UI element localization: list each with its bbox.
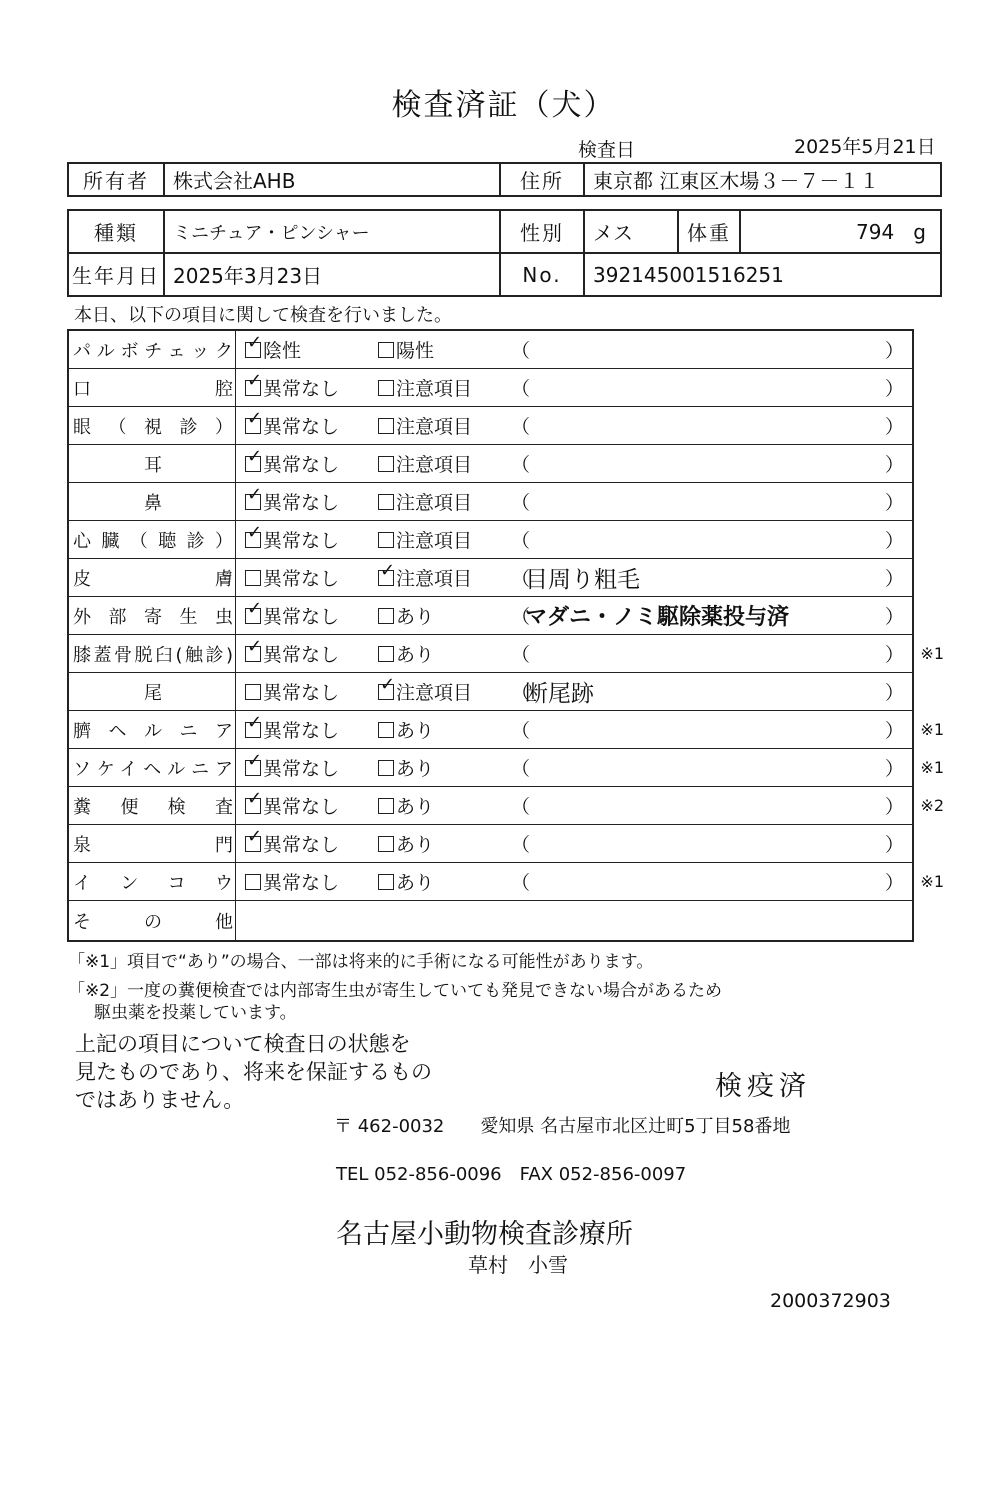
item-label-cell — [69, 483, 236, 520]
item-label: 臍ヘルニア — [73, 720, 233, 742]
birth-value: 2025年3月23日 — [164, 253, 500, 296]
check-mark: ✓ — [247, 749, 263, 771]
check-mark: ✓ — [247, 787, 263, 809]
check-mark: ✓ — [247, 635, 263, 657]
address-value: 東京都 江東区木場３－７－１１ — [584, 163, 941, 196]
inspection-date-label: 検査日 — [578, 139, 636, 161]
no-value: 392145001516251 — [584, 253, 941, 296]
checkbox[interactable] — [245, 684, 261, 700]
footnote-mark: ※1 — [920, 872, 944, 891]
paren-close: ） — [884, 530, 904, 552]
paren-open: （ — [511, 720, 531, 742]
inspection-row — [69, 711, 944, 749]
option-label: あり — [396, 758, 435, 780]
checkbox[interactable] — [245, 749, 263, 776]
paren-close: ） — [884, 720, 904, 742]
checkbox[interactable] — [245, 635, 263, 662]
inspection-row — [69, 407, 912, 445]
item-label-cell — [69, 787, 236, 824]
owner-label: 所有者 — [68, 163, 164, 196]
inspection-row — [69, 369, 912, 407]
option-label: 異常なし — [263, 568, 340, 590]
option-label: 異常なし — [263, 834, 340, 856]
check-mark: ✓ — [247, 331, 263, 353]
paren-open: （ — [511, 378, 531, 400]
item-label-cell — [69, 901, 236, 940]
paren-close: ） — [884, 492, 904, 514]
paren-close: ） — [884, 606, 904, 628]
option-1 — [245, 635, 339, 672]
checkbox[interactable] — [378, 342, 394, 358]
checkbox[interactable] — [378, 494, 394, 510]
paren-close: ） — [884, 568, 904, 590]
paren-open: （ — [511, 492, 531, 514]
checkbox[interactable] — [245, 331, 263, 358]
document-title: 検査済証（犬） — [391, 88, 616, 123]
footnote-2: 「※2」一度の糞便検査では内部寄生虫が寄生していても発見できない場合があるため — [68, 981, 723, 1001]
disclaimer — [75, 1030, 432, 1114]
option-label: 陽性 — [396, 340, 435, 362]
option-1 — [245, 787, 339, 824]
intro-text: 本日、以下の項目に関して検査を行いました。 — [74, 305, 452, 326]
footnote-mark: ※2 — [920, 796, 944, 815]
disclaimer-line: 上記の項目について検査日の状態を — [75, 1032, 411, 1056]
paren-open: （ — [511, 416, 531, 438]
paren-open: （ — [511, 568, 531, 590]
checkbox[interactable] — [378, 418, 394, 434]
option-label: 異常なし — [263, 796, 340, 818]
item-label-cell — [69, 635, 236, 672]
paren-close: ） — [884, 340, 904, 362]
item-label-cell — [69, 331, 236, 368]
paren-close: ） — [884, 682, 904, 704]
paren-close: ） — [884, 378, 904, 400]
item-label-cell — [69, 597, 236, 634]
option-label: 異常なし — [263, 416, 340, 438]
checkbox[interactable] — [378, 532, 394, 548]
option-label: 異常なし — [263, 606, 340, 628]
clinic-address: 〒 462-0032 愛知県 名古屋市北区辻町5丁目58番地 — [334, 1116, 791, 1137]
option-2 — [378, 407, 472, 444]
option-label: あり — [396, 720, 435, 742]
item-label-cell — [69, 749, 236, 786]
inspection-row — [69, 483, 912, 521]
checkbox[interactable] — [245, 483, 263, 510]
option-label: 注意項目 — [396, 682, 473, 704]
address-label: 住所 — [500, 163, 584, 196]
item-label: 糞便検査 — [73, 796, 233, 818]
paren-open: （ — [511, 834, 531, 856]
footnote-mark: ※1 — [920, 644, 944, 663]
option-2 — [378, 445, 472, 482]
option-2 — [378, 635, 434, 672]
option-1 — [245, 445, 339, 482]
option-label: あり — [396, 796, 435, 818]
owner-table — [67, 162, 942, 197]
item-label-cell — [69, 711, 236, 748]
paren-close: ） — [884, 416, 904, 438]
inspection-row-other — [69, 901, 912, 940]
option-2 — [378, 597, 434, 634]
option-2 — [378, 749, 434, 786]
owner-value: 株式会社AHB — [164, 163, 500, 196]
inspection-row — [69, 559, 912, 597]
option-label: 異常なし — [263, 682, 340, 704]
breed-label: 種類 — [68, 210, 164, 253]
option-1 — [245, 711, 339, 748]
item-label-cell — [69, 863, 236, 900]
item-label: 鼻 — [144, 492, 162, 514]
check-mark: ✓ — [380, 559, 396, 581]
serial-number: 2000372903 — [770, 1290, 891, 1312]
note-text: マダニ・ノミ駆除薬投与済 — [525, 605, 790, 630]
option-label: あり — [396, 644, 435, 666]
option-2 — [378, 559, 472, 596]
checkbox[interactable] — [378, 836, 394, 852]
note-text: 目周り粗毛 — [525, 567, 640, 593]
checkbox[interactable] — [245, 369, 263, 396]
item-label-cell — [69, 445, 236, 482]
paren-open: （ — [511, 606, 531, 628]
item-label: 外部寄生虫 — [73, 606, 233, 628]
option-1 — [245, 863, 339, 900]
option-label: 注意項目 — [396, 568, 473, 590]
option-label: 注意項目 — [396, 530, 473, 552]
check-mark: ✓ — [247, 711, 263, 733]
checkbox[interactable] — [378, 380, 394, 396]
option-1 — [245, 521, 339, 558]
option-2 — [378, 825, 434, 862]
item-label: その他 — [73, 911, 233, 933]
inspection-row — [69, 749, 944, 787]
paren-open: （ — [511, 340, 531, 362]
paren-close: ） — [884, 834, 904, 856]
checkbox[interactable] — [245, 445, 263, 472]
paren-open: （ — [511, 796, 531, 818]
inspection-grid — [67, 329, 944, 942]
weight-unit: g — [913, 219, 926, 244]
item-label: 耳 — [144, 454, 162, 476]
note-text: 断尾跡 — [525, 681, 594, 707]
footnote-mark: ※1 — [920, 720, 944, 739]
inspection-row — [69, 521, 912, 559]
item-label: 尾 — [144, 682, 162, 704]
option-label: あり — [396, 606, 435, 628]
option-label: 注意項目 — [396, 492, 473, 514]
checkbox[interactable] — [245, 711, 263, 738]
item-label: 心臓（聴診） — [73, 530, 233, 552]
inspection-row — [69, 331, 912, 369]
item-label: 泉門 — [73, 834, 233, 856]
inspection-row — [69, 673, 912, 711]
checkbox[interactable] — [378, 722, 394, 738]
option-2 — [378, 521, 472, 558]
clinic-phone: TEL 052-856-0096 FAX 052-856-0097 — [336, 1164, 687, 1185]
option-label: 異常なし — [263, 454, 340, 476]
paren-close: ） — [884, 872, 904, 894]
option-label: 異常なし — [263, 872, 340, 894]
inspection-row — [69, 635, 944, 673]
weight-label: 体重 — [678, 210, 740, 253]
option-label: 異常なし — [263, 758, 340, 780]
item-label: インコウ — [73, 872, 233, 894]
item-label: ソケイヘルニア — [73, 758, 233, 780]
breed-value: ミニチュア・ピンシャー — [164, 210, 500, 253]
option-label: 陰性 — [263, 340, 302, 362]
paren-close: ） — [884, 758, 904, 780]
paren-close: ） — [884, 454, 904, 476]
paren-open: （ — [511, 530, 531, 552]
item-label: 眼（視診） — [73, 416, 233, 438]
sex-label: 性別 — [500, 210, 584, 253]
item-label: 皮膚 — [73, 568, 233, 590]
animal-table — [67, 209, 942, 297]
option-2 — [378, 331, 434, 368]
option-1 — [245, 749, 339, 786]
paren-open: （ — [511, 454, 531, 476]
item-label-cell — [69, 521, 236, 558]
checkbox[interactable] — [245, 521, 263, 548]
checkbox[interactable] — [245, 597, 263, 624]
check-mark: ✓ — [247, 825, 263, 847]
option-label: 注意項目 — [396, 454, 473, 476]
option-1 — [245, 483, 339, 520]
checkbox[interactable] — [245, 570, 261, 586]
item-label-cell — [69, 407, 236, 444]
inspection-row — [69, 445, 912, 483]
inspection-row — [69, 825, 912, 863]
item-label-cell — [69, 369, 236, 406]
check-mark: ✓ — [247, 597, 263, 619]
option-1 — [245, 597, 339, 634]
checkbox[interactable] — [378, 874, 394, 890]
item-label-cell — [69, 673, 236, 710]
checkbox[interactable] — [245, 787, 263, 814]
option-1 — [245, 407, 339, 444]
quarantine-stamp: 検疫済 — [715, 1071, 811, 1102]
sex-value: メス — [584, 210, 678, 253]
footnote-2-cont: 駆虫薬を投薬しています。 — [94, 1003, 297, 1023]
weight-cell — [740, 210, 941, 253]
checkbox[interactable] — [378, 456, 394, 472]
footnote-1: 「※1」項目で“あり”の場合、一部は将来的に手術になる可能性があります。 — [68, 952, 654, 972]
paren-open: （ — [511, 682, 531, 704]
option-label: 注意項目 — [396, 416, 473, 438]
option-label: 異常なし — [263, 644, 340, 666]
item-label-cell — [69, 559, 236, 596]
checkbox[interactable] — [245, 825, 263, 852]
footnote-mark: ※1 — [920, 758, 944, 777]
check-mark: ✓ — [247, 483, 263, 505]
option-label: 異常なし — [263, 530, 340, 552]
option-label: 異常なし — [263, 378, 340, 400]
birth-label: 生年月日 — [68, 253, 164, 296]
option-1 — [245, 331, 301, 368]
option-2 — [378, 787, 434, 824]
option-label: あり — [396, 834, 435, 856]
checkbox[interactable] — [245, 874, 261, 890]
inspector-name: 草村 小雪 — [468, 1253, 568, 1277]
option-2 — [378, 369, 472, 406]
option-1 — [245, 825, 339, 862]
paren-open: （ — [511, 644, 531, 666]
checkbox[interactable] — [378, 608, 394, 624]
check-mark: ✓ — [247, 369, 263, 391]
inspection-date: 2025年5月21日 — [794, 136, 936, 158]
option-label: 異常なし — [263, 492, 340, 514]
checkbox[interactable] — [378, 760, 394, 776]
paren-open: （ — [511, 872, 531, 894]
checkbox[interactable] — [378, 798, 394, 814]
inspection-row — [69, 597, 912, 635]
checkbox[interactable] — [378, 646, 394, 662]
option-1 — [245, 559, 339, 596]
paren-close: ） — [884, 796, 904, 818]
option-label: 注意項目 — [396, 378, 473, 400]
paren-close: ） — [884, 644, 904, 666]
option-2 — [378, 863, 434, 900]
option-2 — [378, 673, 472, 710]
item-label: パルボチェック — [73, 340, 233, 362]
item-label: 膝蓋骨脱臼(触診) — [73, 644, 233, 666]
inspection-row — [69, 863, 944, 901]
item-label-cell — [69, 825, 236, 862]
inspection-row — [69, 787, 944, 825]
check-mark: ✓ — [380, 673, 396, 695]
option-2 — [378, 711, 434, 748]
no-label: No. — [500, 253, 584, 296]
check-mark: ✓ — [247, 445, 263, 467]
disclaimer-line: 見たものであり、将来を保証するもの — [75, 1060, 432, 1084]
option-1 — [245, 369, 339, 406]
option-label: あり — [396, 872, 435, 894]
disclaimer-line: ではありません。 — [75, 1088, 245, 1112]
item-label: 口腔 — [73, 378, 233, 400]
option-2 — [378, 483, 472, 520]
checkbox[interactable] — [378, 673, 396, 700]
check-mark: ✓ — [247, 407, 263, 429]
checkbox[interactable] — [378, 559, 396, 586]
option-1 — [245, 673, 339, 710]
weight-value: 794 — [856, 219, 895, 244]
paren-open: （ — [511, 758, 531, 780]
checkbox[interactable] — [245, 407, 263, 434]
check-mark: ✓ — [247, 521, 263, 543]
clinic-name: 名古屋小動物検査診療所 — [336, 1219, 633, 1250]
option-label: 異常なし — [263, 720, 340, 742]
